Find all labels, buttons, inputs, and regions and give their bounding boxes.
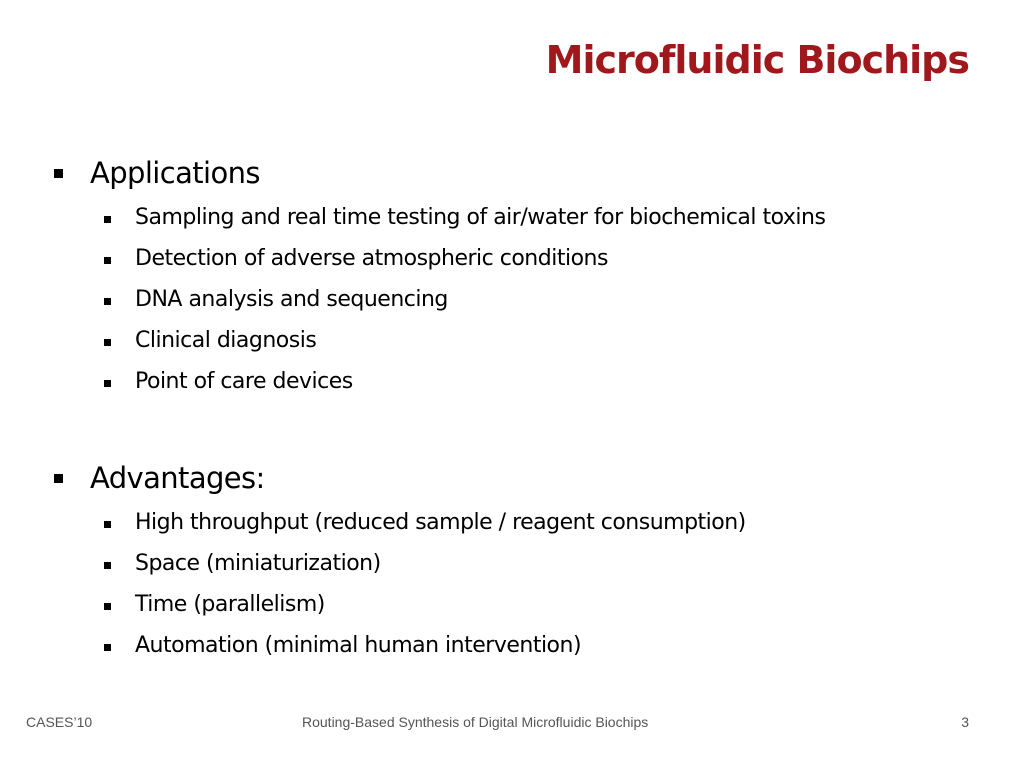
list-item-text: Automation (minimal human intervention) — [135, 633, 582, 658]
square-bullet-icon — [104, 257, 111, 264]
footer-title: Routing-Based Synthesis of Digital Microfluidic Biochips — [302, 714, 649, 730]
list-item-text: High throughput (reduced sample / reagent consumption) — [135, 510, 746, 535]
square-bullet-icon — [104, 216, 111, 223]
square-bullet-icon — [104, 339, 111, 346]
section-heading: Applications — [90, 156, 260, 190]
square-bullet-icon — [104, 380, 111, 387]
list-item-text: Point of care devices — [135, 369, 353, 394]
slide-number: 3 — [961, 714, 969, 730]
square-bullet-icon — [104, 644, 111, 651]
list-item-text: Clinical diagnosis — [135, 328, 317, 353]
square-bullet-icon — [104, 298, 111, 305]
list-item-text: Detection of adverse atmospheric conditions — [135, 246, 608, 271]
square-bullet-icon — [104, 603, 111, 610]
section-heading: Advantages: — [90, 461, 265, 495]
list-item-text: Space (miniaturization) — [135, 551, 381, 576]
list-item-text: Sampling and real time testing of air/water for biochemical toxins — [135, 205, 826, 230]
square-bullet-icon — [54, 169, 63, 178]
footer-conference: CASES’10 — [26, 714, 93, 730]
list-item-text: DNA analysis and sequencing — [135, 287, 448, 312]
list-item-text: Time (parallelism) — [135, 592, 325, 617]
square-bullet-icon — [104, 562, 111, 569]
square-bullet-icon — [54, 474, 63, 483]
square-bullet-icon — [104, 521, 111, 528]
slide-title: Microfluidic Biochips — [545, 38, 969, 82]
